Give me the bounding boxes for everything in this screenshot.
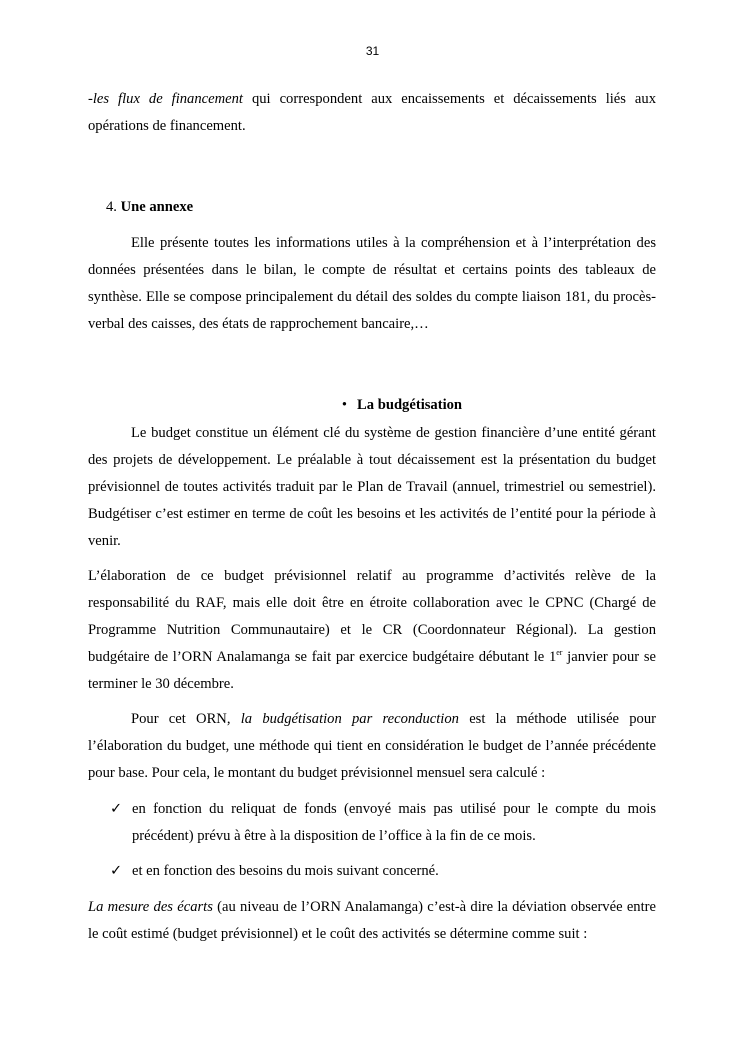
superscript-er: er <box>556 647 563 657</box>
bullet-heading-text: La budgétisation <box>357 396 463 413</box>
page-body <box>88 86 656 948</box>
check-item-text: et en fonction des besoins du mois suivant concerné. <box>132 863 439 880</box>
methode-text-b: est la méthode utilisée pour l’élaboration du budget, une méthode qui tient en considération le budget de l’année précédente pour base. Pour cela, le montant du budget prévisionnel mensuel sera calculé : <box>88 711 657 781</box>
elaboration-text-b: janvier pour se terminer le 30 décembre. <box>88 648 656 692</box>
ecarts-text: (au niveau de l’ORN Analamanga) c’est-à dire la déviation observée entre le coût estimé (budget prévisionnel) et le coût des activités se détermine comme suit : <box>88 899 656 942</box>
methode-text-a: Pour cet ORN, <box>131 711 241 728</box>
checkmark-icon: ✓ <box>110 863 123 880</box>
paragraph-mesure-ecarts <box>88 894 656 948</box>
paragraph-flux-financement <box>88 86 656 140</box>
methode-italic: la budgétisation par reconduction <box>240 711 459 728</box>
paragraph-budget-methode <box>88 706 656 786</box>
flux-text: qui correspondent aux encaissements et décaissements liés aux opérations de financement. <box>88 91 656 134</box>
section-title: Une annexe <box>120 198 194 215</box>
flux-lead: -les flux de financement <box>88 91 243 107</box>
bullet-heading-budgetisation <box>88 392 656 419</box>
paragraph-budget-elaboration <box>88 563 656 697</box>
checkmark-icon: ✓ <box>110 800 123 817</box>
section-heading-annexe <box>88 194 656 221</box>
page-number: 31 <box>365 44 380 58</box>
bullet-icon: • <box>341 396 348 413</box>
section-number: 4. <box>106 198 121 215</box>
check-list-item <box>88 796 656 850</box>
check-item-text: en fonction du reliquat de fonds (envoyé mais pas utilisé pour le compte du mois précédent) prévu à être à la disposition de l’office à la fin de ce mois. <box>132 800 656 844</box>
check-list-item <box>88 858 656 885</box>
ecarts-lead: La mesure des écarts <box>88 899 213 916</box>
paragraph-budget-definition: Le budget constitue un élément clé du système de gestion financière d’une entité gérant des projets de développement. Le préalable à tout décaissement est la présentation du budget prévisionnel de toutes activités traduit par le Plan de Travail (annuel, trimestriel ou semestriel). Budgétiser c’est estimer en terme de coût les besoins et les activités de l’entité pour la période à venir. <box>88 425 656 549</box>
paragraph-annexe: Elle présente toutes les informations utiles à la compréhension et à l’interprétation des données présentées dans le bilan, le compte de résultat et certains points des tableaux de synthèse. Elle se compose principalement du détail des soldes du compte liaison 181, du procès-verbal des caisses, des états de rapprochement bancaire,… <box>88 235 656 332</box>
elaboration-text-a: L’élaboration de ce budget prévisionnel relatif au programme d’activités relève de la responsabilité du RAF, mais elle doit être en étroite collaboration avec le CPNC (Chargé de Programme Nutrition Communautaire) et le CR (Coordonnateur Régional). La gestion budgétaire de l’ORN Analamanga se fait par exercice budgétaire débutant le 1 <box>88 568 656 665</box>
